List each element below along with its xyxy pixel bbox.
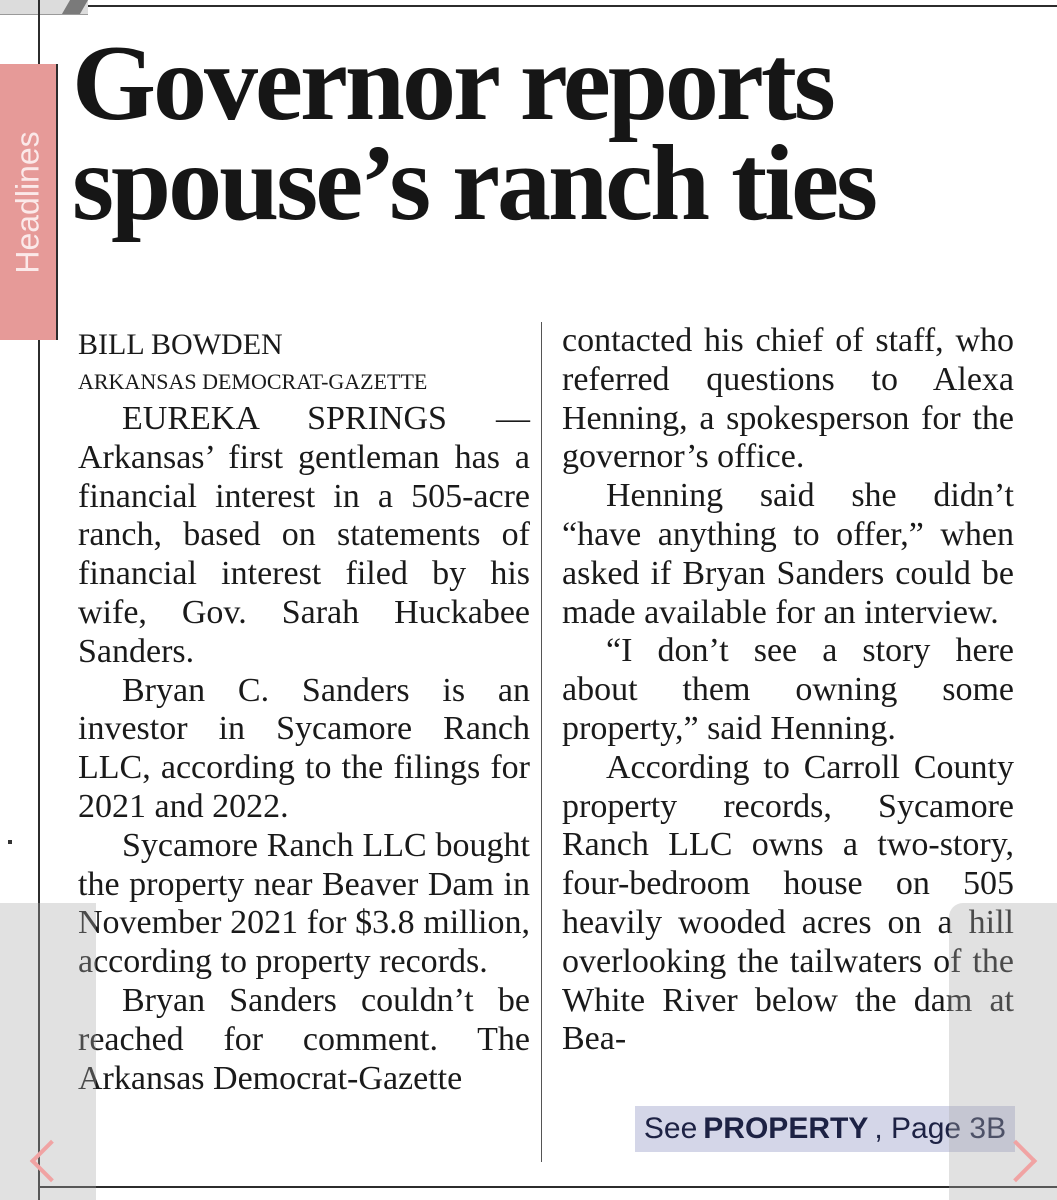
section-tab-headlines[interactable]: [0, 64, 58, 340]
headline: [72, 24, 1032, 243]
frame-top-rule: [88, 5, 1057, 7]
headline-line-2: spouse’s ranch ties: [72, 124, 876, 243]
column-divider: [541, 322, 542, 1162]
headline-line-1: Governor reports: [72, 24, 833, 143]
article-column-right: [562, 322, 1014, 1059]
corner-tab: [0, 0, 88, 15]
byline-org: ARKANSAS DEMOCRAT-GAZETTE: [78, 369, 428, 394]
article-column-left: [78, 322, 530, 1098]
jump-keyword: PROPERTY: [703, 1112, 869, 1145]
paragraph: Henning said she didn’t “have anything to offer,” when asked if Bryan Sanders could be made available for an interview.: [562, 477, 1014, 631]
paragraph: Bryan Sanders couldn’t be reached for comment. The Arkansas Democrat-Gazette: [78, 981, 530, 1097]
margin-mark: [8, 840, 12, 844]
section-tab-label: Headlines: [9, 130, 46, 274]
byline-name: BILL BOWDEN: [78, 328, 283, 361]
frame-bottom-rule: [38, 1186, 1057, 1188]
paragraph: Bryan C. Sanders is an investor in Sycamore Ranch LLC, according to the filings for 2021 and 2022.: [78, 671, 530, 825]
paragraph: Sycamore Ranch LLC bought the property near Beaver Dam in November 2021 for $3.8 million, according to property records.: [78, 826, 530, 981]
jump-prefix: See: [643, 1112, 698, 1145]
paragraph: EUREKA SPRINGS — Arkansas’ first gentleman has a financial interest in a 505-acre ranch, based on statements of financial interest filed by his wife, Gov. Sarah Huckabee Sanders.: [78, 400, 530, 670]
jump-page: , Page 3B: [874, 1112, 1007, 1145]
paragraph: According to Carroll County property records, Sycamore Ranch LLC owns a two-story, four-bedroom house on 505 heavily wooded acres on a hill overlooking the tailwaters of the White River below the dam at Bea-: [562, 748, 1014, 1058]
paragraph: contacted his chief of staff, who referred questions to Alexa Henning, a spokesperson for the governor’s office.: [562, 322, 1014, 476]
paragraph: “I don’t see a story here about them owning some property,” said Henning.: [562, 632, 1014, 747]
